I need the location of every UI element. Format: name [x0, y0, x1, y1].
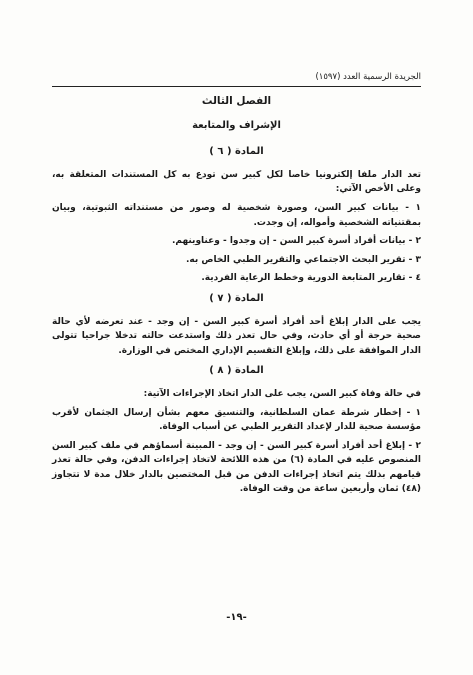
article-8-item-1: ١ - إخطار شرطة عمان السلطانية، والتنسيق معهم بشأن إرسال الجثمان لأقرب مؤسسة صحية للدار لإعداد التقرير الطبي عن أسباب الوفاة. — [52, 407, 421, 433]
document-body — [52, 94, 421, 501]
article-8-item-2: ٢ - إبلاغ أحد أفراد أسرة كبير السن - إن وجد - المبينة أسماؤهم في ملف كبير السن المنصوص عليه في المادة (٦) من هذه اللائحة لاتخاذ إجراءات الدفن، وفي حالة تعذر قيامهم بذلك يتم اتخاذ إجراءات الدفن من قبل المختصين بالدار خلال مدة لا تتجاوز (٤٨) ثمان وأربعين ساعة من وقت الوفاة. — [52, 440, 421, 495]
article-6-item-3: ٣ - تقرير البحث الاجتماعي والتقرير الطبي الخاص به. — [186, 254, 421, 265]
article-6-intro: تعد الدار ملفا إلكترونيا خاصا لكل كبير سن تودع به كل المستندات المتعلقة به، وعلى الأخص الآتي: — [52, 169, 421, 195]
article-6-heading: المادة ( ٦ ) — [209, 146, 264, 158]
chapter-subtitle: الإشراف والمتابعة — [192, 119, 281, 131]
article-6-item-1: ١ - بيانات كبير السن، وصورة شخصية له وصور من مستنداته الثبوتية، وبيان بمقتنياته الشخصية وأمواله، إن وجدت. — [52, 202, 421, 228]
running-header: الجريدة الرسمية العدد (١٥٩٧) — [52, 70, 421, 87]
article-7-text: يجب على الدار إبلاغ أحد أفراد أسرة كبير السن - إن وجد - عند تعرضه لأي حالة صحية حرجة أو أي حادث، وفي حال تعذر ذلك واستدعت حالته تدخلا جراحيا تتولى الدار الموافقة على ذلك، وإبلاغ التقسيم الإداري المختص في الوزارة. — [52, 316, 421, 356]
article-6-item-2: ٢ - بيانات أفراد أسرة كبير السن - إن وجدوا - وعناوينهم. — [171, 236, 421, 247]
article-8-intro: في حالة وفاة كبير السن، يجب على الدار اتخاذ الإجراءات الآتية: — [143, 388, 421, 399]
article-7-heading: المادة ( ٧ ) — [209, 292, 264, 304]
article-6-item-4: ٤ - تقارير المتابعة الدورية وخطط الرعاية الفردية. — [201, 273, 421, 284]
article-8-heading: المادة ( ٨ ) — [209, 365, 264, 377]
chapter-title: الفصل الثالث — [201, 95, 272, 107]
page-number: -١٩- — [226, 612, 247, 623]
